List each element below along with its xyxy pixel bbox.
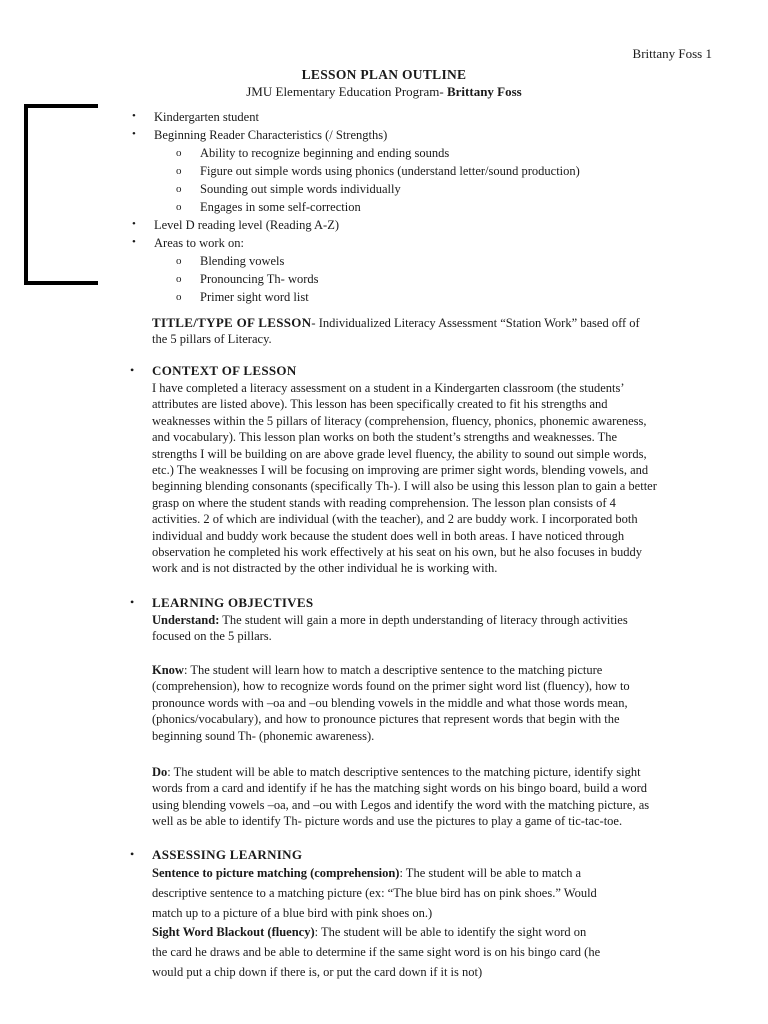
paragraph-line: : The student will be able to match descriptive sentences to the matching picture, identify sight [167, 765, 641, 779]
paragraph-line: the card he draws and be able to determine if the same sight word is on his bingo card (he [152, 944, 601, 959]
sight-word-label: Sight Word Blackout (fluency) [152, 925, 315, 939]
section-heading-objectives: LEARNING OBJECTIVES [152, 595, 314, 610]
section-heading-assessing: ASSESSING LEARNING [152, 847, 303, 862]
bullet-marker: • [132, 236, 136, 248]
list-item: Areas to work on: [154, 236, 244, 250]
objective-know [152, 662, 720, 744]
sub-list-item: Pronouncing Th- words [200, 272, 319, 286]
bullet-marker: • [132, 110, 136, 122]
paragraph-line: beginning sound Th- (phonemic awareness). [152, 728, 375, 743]
paragraph-line: (phonics/vocabulary), and how to pronounce pictures that represent words that begin with the [152, 712, 620, 727]
sub-list-item: Sounding out simple words individually [200, 182, 401, 196]
sub-bullet-marker: o [176, 147, 182, 159]
paragraph-line: (comprehension), how to recognize words found on the primer sight word list (fluency), how to [152, 679, 630, 694]
subtitle-program: JMU Elementary Education Program- [246, 84, 447, 99]
list-item: Level D reading level (Reading A-Z) [154, 218, 339, 232]
section-bullet: • [130, 363, 135, 377]
paragraph-line: : The student will be able to identify the sight word on [314, 925, 587, 939]
paragraph-line: etc.) The weaknesses I will be focusing on improving are primer sight words, blending vowels, and [152, 463, 649, 478]
sub-bullet-marker: o [176, 273, 182, 285]
subtitle-author: Brittany Foss [446, 84, 522, 99]
paragraph-line: match up to a picture of a blue bird with pink shoes on.) [152, 905, 433, 920]
bracket-mark [24, 104, 98, 285]
sub-bullet-marker: o [176, 255, 182, 267]
context-paragraph [152, 380, 720, 577]
paragraph-line: and vocabulary). This lesson plan works on both the student’s strengths and weaknesses. The [152, 430, 618, 445]
paragraph-line: beginning blending consonants (specifically Th-). I will also be using this lesson plan to gain a better [152, 479, 657, 494]
paragraph-line: using blending vowels –oa, and –ou with Legos and identify the word with the matching picture, as [152, 797, 650, 812]
bullet-marker: • [132, 128, 136, 140]
sub-bullet-marker: o [176, 165, 182, 177]
paragraph-line: descriptive sentence to a matching picture (ex: “The blue bird has on pink shoes.” Would [152, 885, 597, 900]
page-number-header: Brittany Foss 1 [632, 46, 712, 61]
sub-bullet-marker: o [176, 201, 182, 213]
sentence-picture-label: Sentence to picture matching (comprehension) [152, 866, 400, 880]
know-label: Know [152, 663, 184, 677]
paragraph-line: words from a card and identify if he has the matching sight words on his bingo board, build a word [152, 781, 648, 796]
bullet-marker: • [132, 218, 136, 230]
sub-list-item: Engages in some self-correction [200, 200, 361, 214]
paragraph-line: : The student will learn how to match a descriptive sentence to the matching picture [183, 663, 603, 677]
paragraph-line: work and is not distracted by the other individual he is working with. [152, 561, 498, 576]
objective-do [152, 764, 720, 830]
understand-label: Understand: [152, 613, 220, 627]
section-bullet: • [130, 595, 135, 609]
section-bullet: • [130, 847, 135, 861]
document-subtitle [0, 84, 768, 100]
paragraph-line: I have completed a literacy assessment on a student in a Kindergarten classroom (the students’ [152, 381, 625, 395]
do-label: Do [152, 765, 168, 779]
paragraph-line: activities. 2 of which are individual (with the teacher), and 2 are buddy work. I incorporated both [152, 512, 638, 527]
lesson-title-label: TITLE/TYPE OF LESSON [152, 315, 312, 330]
paragraph-line: pronounce words with –oa and –ou blending vowels in the middle and what those words mean, [152, 695, 628, 710]
sub-list-item: Primer sight word list [200, 290, 309, 304]
sub-list-item: Figure out simple words using phonics (understand letter/sound production) [200, 164, 580, 178]
assessment-sight-word [152, 923, 720, 982]
paragraph-line: : The student will be able to match a [399, 866, 582, 880]
paragraph-line: The student will gain a more in depth understanding of literacy through activities [219, 613, 628, 627]
sub-list-item: Ability to recognize beginning and ending sounds [200, 146, 450, 160]
paragraph-line: weaknesses within the 5 pillars of literacy (comprehension, fluency, phonics, phonemic awareness, [152, 413, 647, 428]
list-item: Beginning Reader Characteristics (/ Strengths) [154, 128, 388, 142]
paragraph-line: attributes are listed above). This lesson has been specifically created to fit his strengths and [152, 397, 608, 412]
lesson-title-text: - Individualized Literacy Assessment “Station Work” based off of [311, 316, 640, 330]
paragraph-line: would put a chip down if there is, or put the card down if it is not) [152, 964, 483, 979]
paragraph-line: strengths I will be building on are above grade level fluency, the ability to sound out simple words, [152, 446, 647, 461]
paragraph-line: grasp on where the student stands with reading comprehension. The lesson plan consists of 4 [152, 495, 616, 510]
paragraph-line: focused on the 5 pillars. [152, 629, 272, 644]
lesson-title-text-cont: the 5 pillars of Literacy. [152, 332, 272, 347]
document-title: LESSON PLAN OUTLINE [301, 67, 467, 82]
paragraph-line: individual and buddy work because the student does well in both areas. I have noticed through [152, 528, 625, 543]
paragraph-line: well as be able to identify Th- picture words and use the pictures to play a game of tic-tac-toe. [152, 814, 623, 829]
paragraph-line: observation he completed his work effectively at his seat on his own, but he also focuses in buddy [152, 545, 642, 560]
list-item: Kindergarten student [154, 110, 259, 124]
sub-bullet-marker: o [176, 291, 182, 303]
sub-bullet-marker: o [176, 183, 182, 195]
objective-understand [152, 612, 720, 645]
section-heading-context: CONTEXT OF LESSON [152, 363, 297, 378]
sub-list-item: Blending vowels [200, 254, 285, 268]
assessment-sentence-picture [152, 864, 720, 923]
lesson-title-type [152, 315, 720, 348]
